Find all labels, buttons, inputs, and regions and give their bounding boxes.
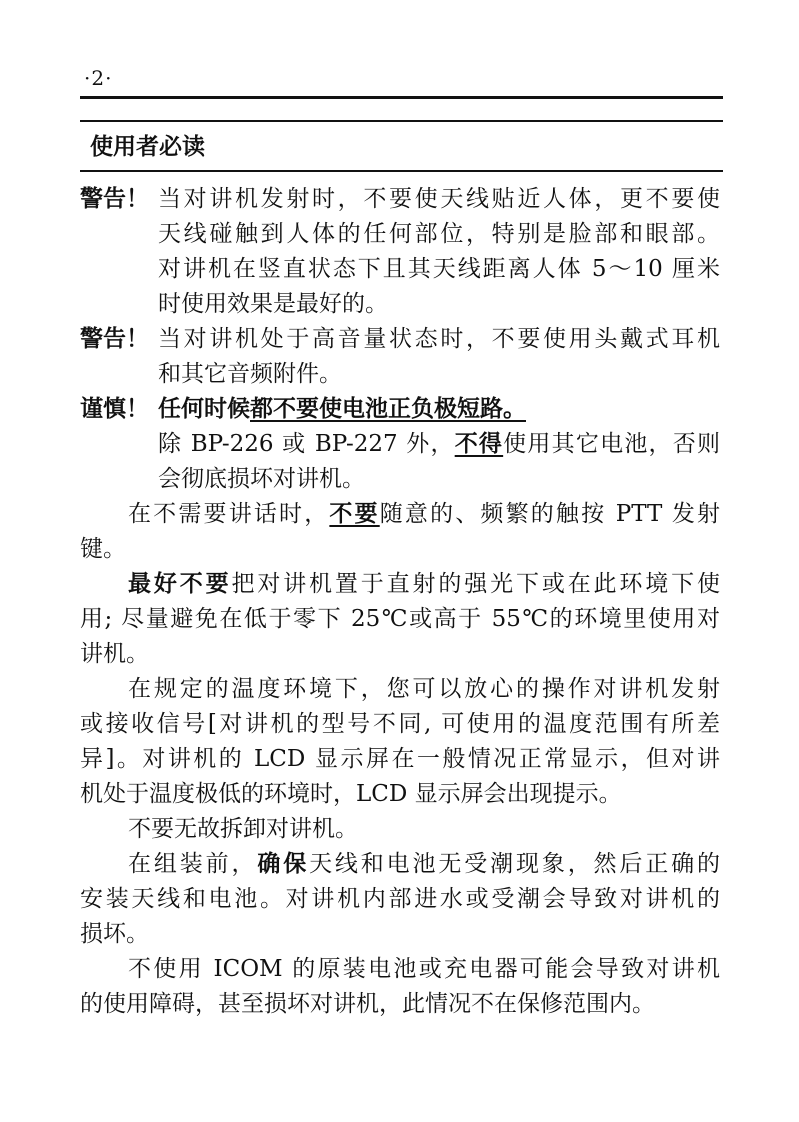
section-title-bottom-rule (80, 170, 723, 172)
warning-2 (80, 322, 720, 357)
para-light-line-2: 用; 尽量避免在低于零下 25℃或高于 55℃的环境里使用对 (80, 606, 720, 632)
para-assemble-tail: 天线和电池无受潮现象，然后正确的 (309, 851, 721, 877)
warning-1-label: 警告！ (80, 186, 149, 212)
para-ptt-line-2: 键。 (80, 536, 126, 562)
section-title: 使用者必读 (90, 134, 205, 160)
para-disassemble-line-1: 不要无故拆卸对讲机。 (128, 816, 358, 842)
page-body (80, 182, 720, 1022)
caution (80, 392, 720, 427)
section-title-top-rule (80, 120, 723, 122)
caution-line-2-emphasis: 不得 (454, 431, 504, 457)
para-temp-line-3: 异]。对讲机的 LCD 显示屏在一般情况正常显示，但对讲 (80, 746, 720, 772)
para-ptt-line-1 (80, 497, 720, 532)
para-light-line-1 (80, 567, 720, 602)
para-ptt-lead: 在不需要讲话时， (128, 501, 330, 527)
para-assemble-emphasis: 确保 (257, 851, 310, 877)
warning-2-label: 警告！ (80, 326, 149, 352)
caution-line-2-tail: 使用其它电池，否则 (503, 431, 721, 457)
header-rule (80, 96, 723, 99)
para-light-emphasis: 最好不要 (128, 571, 232, 597)
para-light-line-3: 讲机。 (80, 641, 149, 667)
para-original-line-1: 不使用 ICOM 的原装电池或充电器可能会导致对讲机 (128, 956, 720, 982)
warning-1-line-1: 当对讲机发射时，不要使天线贴近人体，更不要使 (158, 186, 720, 212)
para-temp-line-1: 在规定的温度环境下，您可以放心的操作对讲机发射 (128, 676, 720, 702)
caution-label: 谨慎！ (80, 396, 149, 422)
para-original-line-2: 的使用障碍，甚至损坏对讲机，此情况不在保修范围内。 (80, 991, 655, 1017)
para-temp-line-2: 或接收信号[对讲机的型号不同, 可使用的温度范围有所差 (80, 711, 720, 737)
caution-line-2-lead: 除 BP-226 或 BP-227 外， (158, 431, 455, 457)
caution-line-1-emphasis: 都不要使电池正负极短路。 (250, 396, 526, 422)
para-light-tail: 把对讲机置于直射的强光下或在此环境下使 (231, 571, 721, 597)
caution-line-1-lead: 任何时候 (158, 396, 250, 422)
warning-1-line-3: 对讲机在竖直状态下且其天线距离人体 5～10 厘米 (158, 256, 720, 282)
warning-2-line-2: 和其它音频附件。 (158, 361, 342, 387)
para-assemble-line-1 (80, 847, 720, 882)
caution-line-3: 会彻底损坏对讲机。 (158, 466, 365, 492)
para-assemble-line-3: 损坏。 (80, 921, 149, 947)
caution-line-2 (80, 427, 720, 462)
warning-2-line-1: 当对讲机处于高音量状态时，不要使用头戴式耳机 (158, 326, 720, 352)
para-assemble-lead: 在组装前， (128, 851, 258, 877)
page-number: ·2· (84, 66, 113, 90)
para-ptt-emphasis: 不要 (329, 501, 380, 527)
para-assemble-line-2: 安装天线和电池。对讲机内部进水或受潮会导致对讲机的 (80, 886, 720, 912)
warning-1-line-4: 时使用效果是最好的。 (158, 291, 388, 317)
warning-1 (80, 182, 720, 217)
para-ptt-tail: 随意的、频繁的触按 PTT 发射 (379, 501, 720, 527)
para-temp-line-4: 机处于温度极低的环境时，LCD 显示屏会出现提示。 (80, 781, 622, 807)
warning-1-line-2: 天线碰触到人体的任何部位，特别是脸部和眼部。 (158, 221, 720, 247)
